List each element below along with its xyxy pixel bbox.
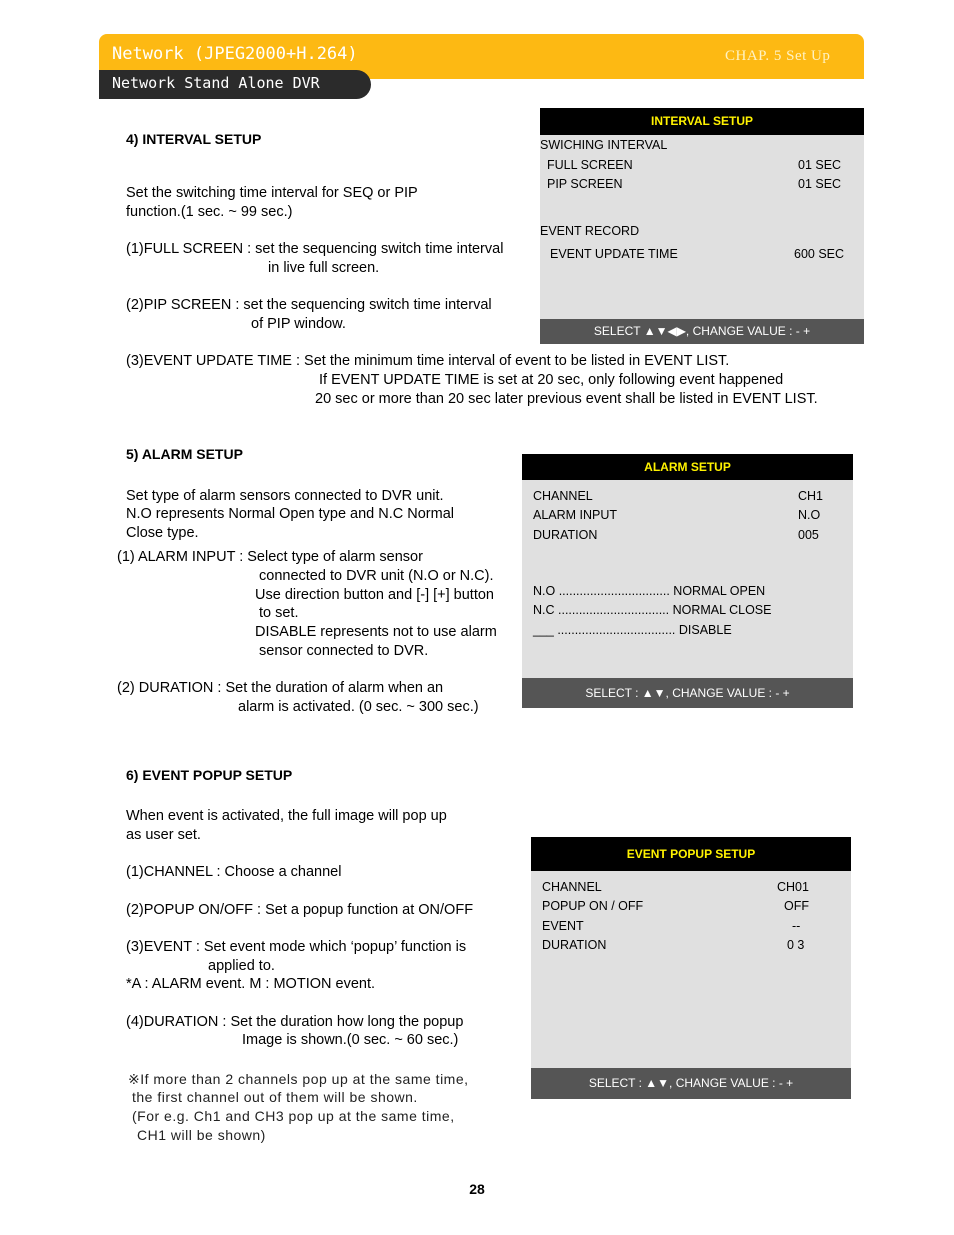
pip-screen-value[interactable]: 01 SEC <box>798 177 842 191</box>
alarm-legend-disable: ___ .................................. DISABLE <box>533 623 732 637</box>
popup-heading: 6) EVENT POPUP SETUP <box>126 767 293 783</box>
event-popup-setup-panel <box>531 837 851 1099</box>
popup-duration-value[interactable]: 0 3 <box>787 938 805 952</box>
popup-onoff-desc: (2)POPUP ON/OFF : Set a popup function at ON/OFF <box>126 902 474 918</box>
interval-panel-footer: SELECT ▲▼◀▶, CHANGE VALUE : - + <box>540 319 864 344</box>
popup-panel-title: EVENT POPUP SETUP <box>531 837 851 871</box>
alarm-duration-2: alarm is activated. (0 sec. ~ 300 sec.) <box>238 699 479 715</box>
event-record-label: EVENT RECORD <box>540 224 640 238</box>
interval-full-1: (1)FULL SCREEN : set the sequencing switch time interval <box>126 241 504 257</box>
chapter-label: CHAP. 5 Set Up <box>725 48 831 64</box>
pip-screen-label: PIP SCREEN <box>547 177 623 191</box>
alarm-duration-value[interactable]: 005 <box>798 528 819 542</box>
popup-note-4: CH1 will be shown) <box>137 1127 266 1143</box>
popup-channel-value[interactable]: CH01 <box>777 880 809 894</box>
interval-event-2: If EVENT UPDATE TIME is set at 20 sec, only following event happened <box>319 372 784 388</box>
alarm-panel-footer: SELECT : ▲▼, CHANGE VALUE : - + <box>522 678 853 708</box>
alarm-intro-1: Set type of alarm sensors connected to DVR unit. <box>126 488 444 504</box>
alarm-heading: 5) ALARM SETUP <box>126 446 243 462</box>
interval-intro-2: function.(1 sec. ~ 99 sec.) <box>126 204 293 220</box>
popup-event-1: (3)EVENT : Set event mode which ‘popup’ function is <box>126 939 467 955</box>
popup-onoff-label: POPUP ON / OFF <box>542 899 644 913</box>
alarm-channel-label: CHANNEL <box>533 489 593 503</box>
alarm-input-value[interactable]: N.O <box>798 508 821 522</box>
event-update-time-value[interactable]: 600 SEC <box>794 247 845 261</box>
alarm-intro-3: Close type. <box>126 525 199 541</box>
interval-event-3: 20 sec or more than 20 sec later previous event shall be listed in EVENT LIST. <box>315 391 818 407</box>
popup-panel-footer: SELECT : ▲▼, CHANGE VALUE : - + <box>531 1068 851 1099</box>
alarm-legend-normal-close: N.C ................................ NORMAL CLOSE <box>533 603 772 617</box>
interval-full-2: in live full screen. <box>268 260 380 276</box>
popup-duration-label: DURATION <box>542 938 607 952</box>
popup-event-value[interactable]: -- <box>792 919 801 933</box>
interval-panel-title: INTERVAL SETUP <box>540 108 864 135</box>
full-screen-value[interactable]: 01 SEC <box>798 158 842 172</box>
alarm-input-6: sensor connected to DVR. <box>259 643 429 659</box>
popup-onoff-value[interactable]: OFF <box>784 899 809 913</box>
popup-event-label: EVENT <box>542 919 584 933</box>
popup-intro-2: as user set. <box>126 827 201 843</box>
alarm-input-1: (1) ALARM INPUT : Select type of alarm sensor <box>117 549 423 565</box>
popup-channel-label: CHANNEL <box>542 880 602 894</box>
alarm-input-5: DISABLE represents not to use alarm <box>255 624 497 640</box>
event-update-time-label: EVENT UPDATE TIME <box>550 247 678 261</box>
popup-event-2: applied to. <box>208 958 275 974</box>
popup-channel-desc: (1)CHANNEL : Choose a channel <box>126 864 342 880</box>
alarm-channel-value[interactable]: CH1 <box>798 489 824 503</box>
interval-heading: 4) INTERVAL SETUP <box>126 131 262 147</box>
interval-pip-1: (2)PIP SCREEN : set the sequencing switch time interval <box>126 297 492 313</box>
interval-intro-1: Set the switching time interval for SEQ or PIP <box>126 185 418 201</box>
popup-duration-2: Image is shown.(0 sec. ~ 60 sec.) <box>242 1032 459 1048</box>
popup-event-3: *A : ALARM event. M : MOTION event. <box>126 976 375 992</box>
header-title: Network (JPEG2000+H.264) <box>112 44 358 64</box>
interval-pip-2: of PIP window. <box>251 316 346 332</box>
popup-duration-1: (4)DURATION : Set the duration how long the popup <box>126 1014 464 1030</box>
popup-intro-1: When event is activated, the full image will pop up <box>126 808 447 824</box>
alarm-input-3: Use direction button and [-] [+] button <box>255 587 494 603</box>
alarm-input-4: to set. <box>259 605 299 621</box>
alarm-duration-1: (2) DURATION : Set the duration of alarm when an <box>117 680 444 696</box>
alarm-input-2: connected to DVR unit (N.O or N.C). <box>259 568 494 584</box>
interval-event-1: (3)EVENT UPDATE TIME : Set the minimum time interval of event to be listed in EVENT LIST. <box>126 353 730 369</box>
page-number: 28 <box>469 1181 485 1197</box>
switching-interval-label: SWICHING INTERVAL <box>540 138 668 152</box>
popup-note-2: the first channel out of them will be shown. <box>132 1089 418 1105</box>
alarm-legend-normal-open: N.O ................................ NORMAL OPEN <box>533 584 766 598</box>
popup-note-3: (For e.g. Ch1 and CH3 pop up at the same time, <box>132 1108 455 1124</box>
full-screen-label: FULL SCREEN <box>547 158 633 172</box>
popup-note-1: ※If more than 2 channels pop up at the same time, <box>128 1071 469 1087</box>
subtitle: Network Stand Alone DVR <box>112 74 320 92</box>
alarm-intro-2: N.O represents Normal Open type and N.C Normal <box>126 506 454 522</box>
alarm-input-label: ALARM INPUT <box>533 508 618 522</box>
alarm-panel-title: ALARM SETUP <box>522 454 853 480</box>
alarm-duration-label: DURATION <box>533 528 598 542</box>
